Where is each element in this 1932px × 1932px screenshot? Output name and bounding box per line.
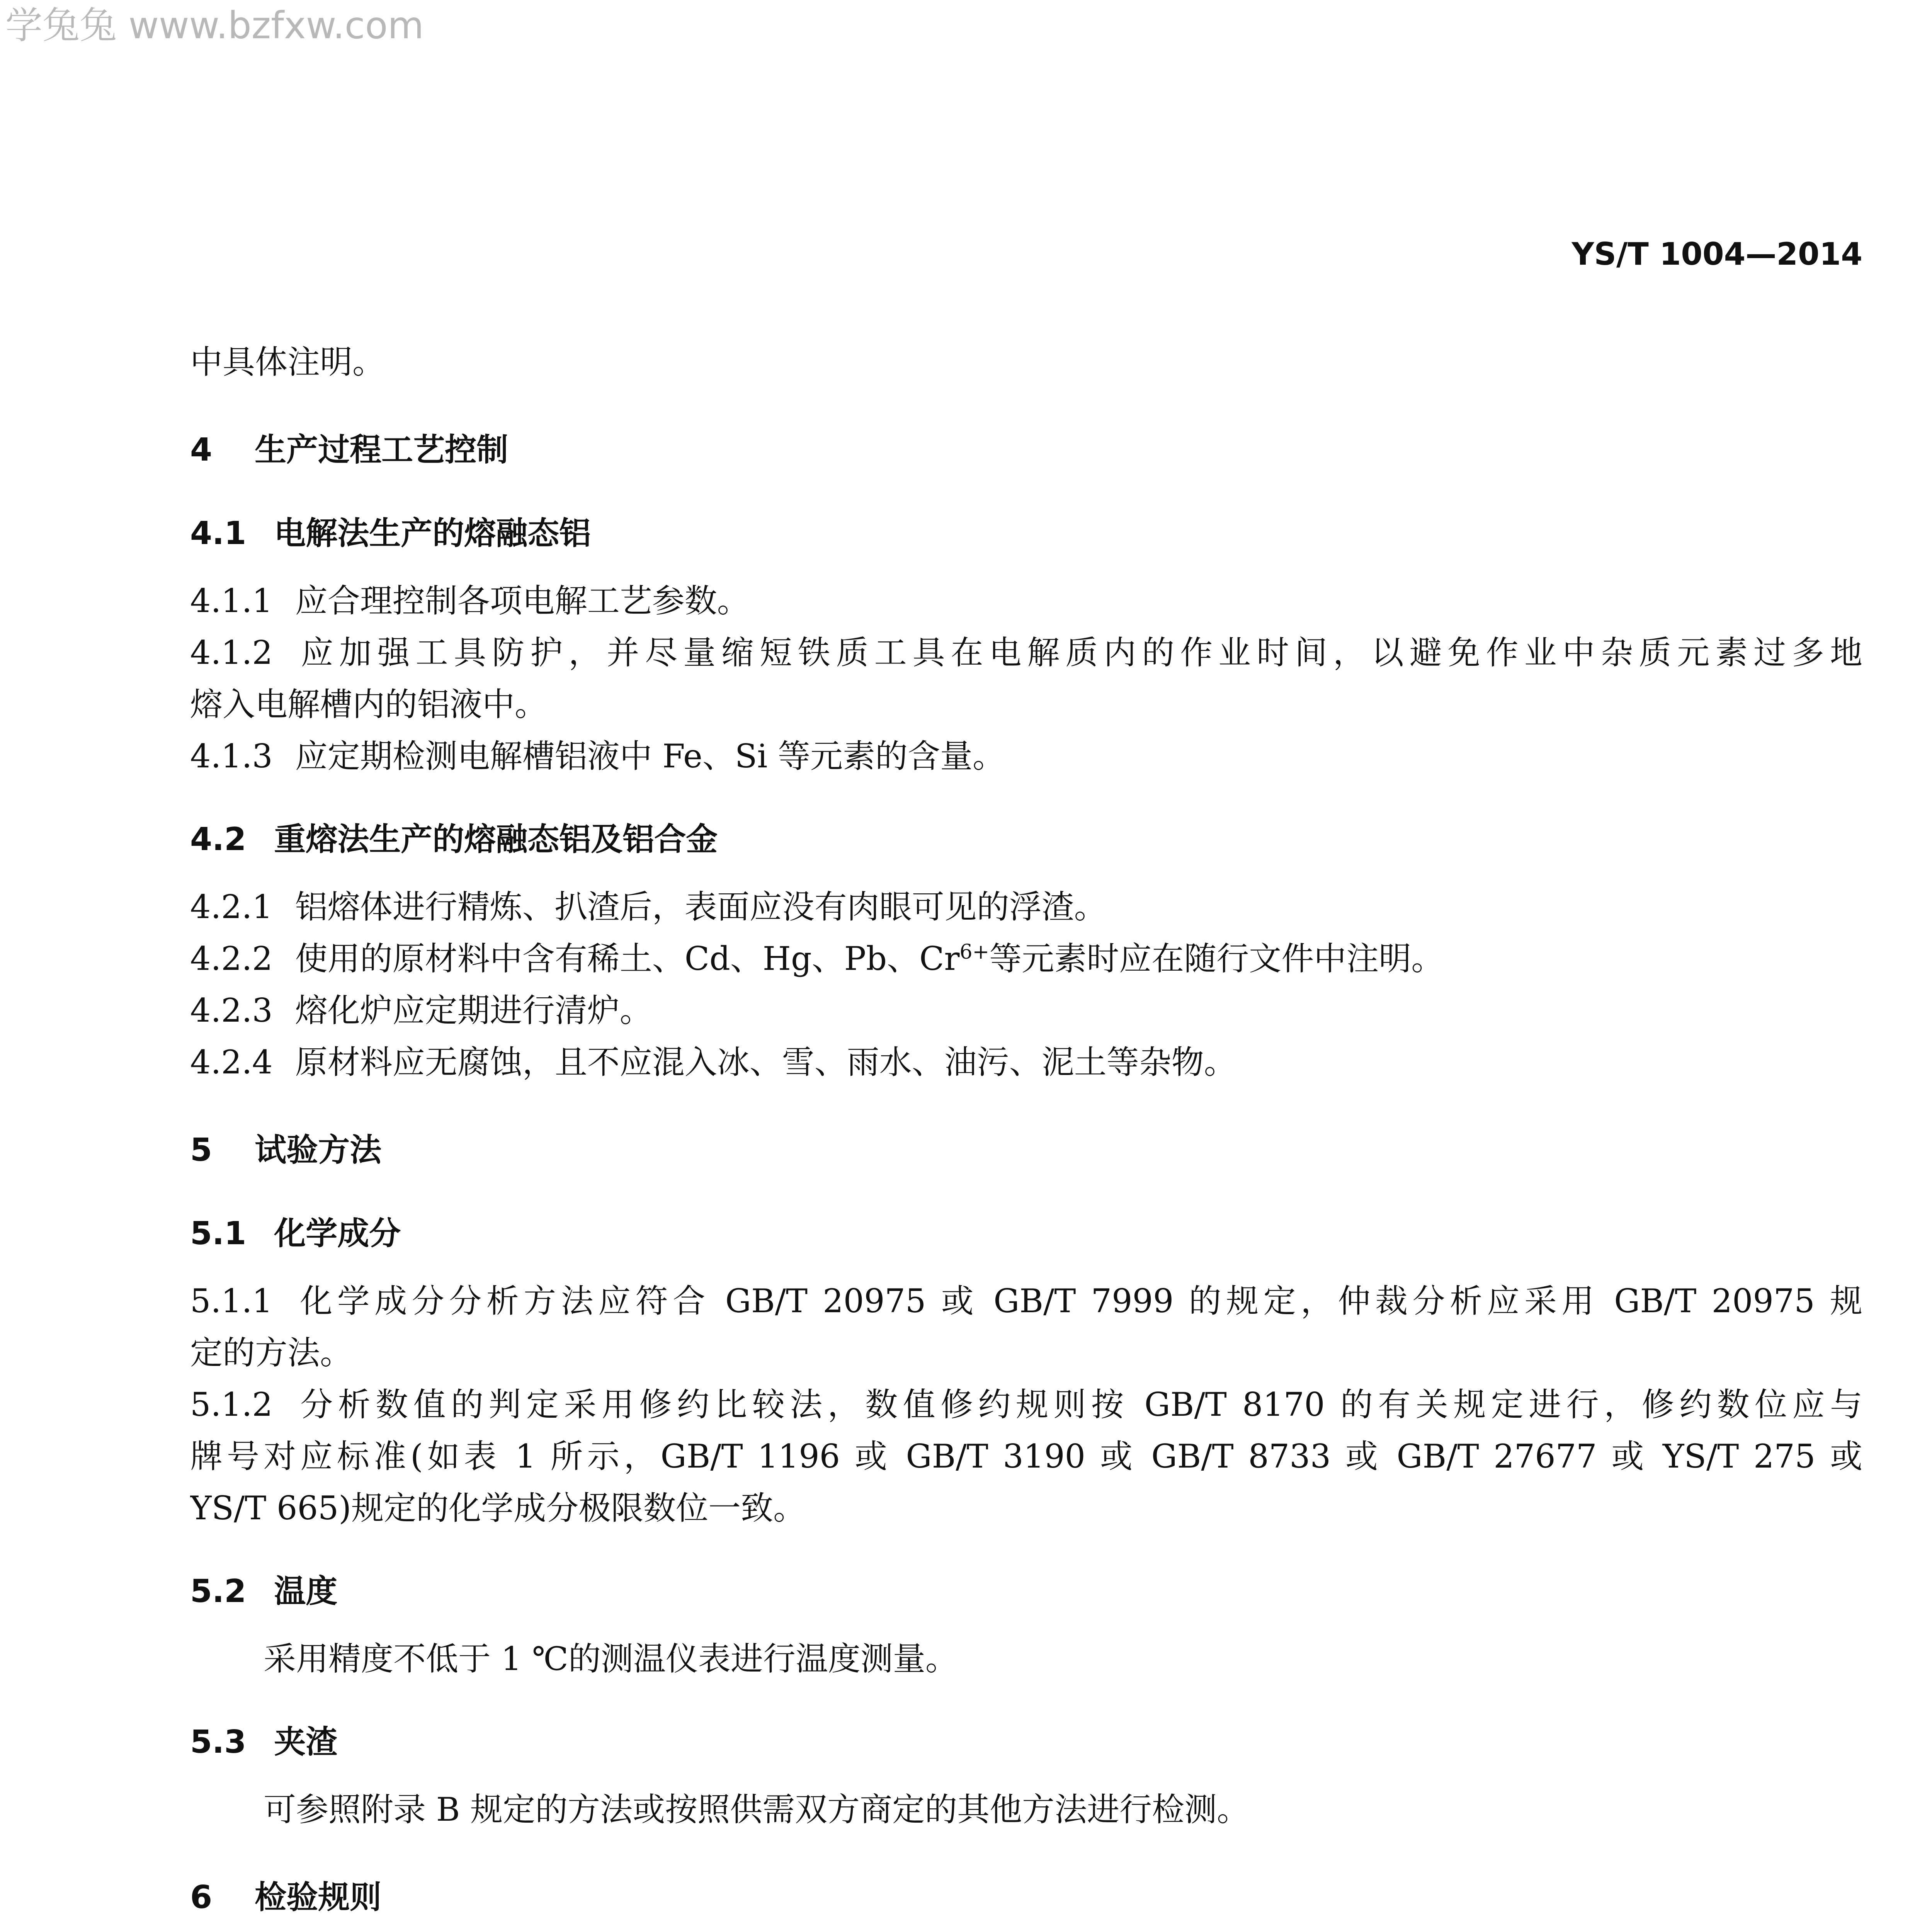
continuation-text: 中具体注明。 <box>190 343 385 381</box>
clause-4-1-3 <box>190 730 1862 782</box>
section-number: 5 <box>190 1132 213 1168</box>
clause-5-1-2-cont2: YS/T 665)规定的化学成分极限数位一致。 <box>190 1489 806 1527</box>
clause-number: 4.2.1 <box>190 888 273 926</box>
clause-4-1-1 <box>190 575 1862 627</box>
document-body <box>190 336 1862 1932</box>
clause-number: 4.1.1 <box>190 582 273 620</box>
section-number: 4.2 <box>190 821 247 858</box>
clause-text: 原材料应无腐蚀，且不应混入冰、雪、雨水、油污、泥土等杂物。 <box>295 1043 1236 1081</box>
section-heading-5-1 <box>190 1208 1862 1260</box>
clause-text: 分析数值的判定采用修约比较法，数值修约规则按 GB/T 8170 的有关规定进行，修约数位应与 <box>295 1386 1862 1423</box>
section-heading-6 <box>190 1872 1862 1923</box>
section-title: 化学成分 <box>274 1215 401 1252</box>
section-number: 5.2 <box>190 1573 247 1610</box>
clause-5-1-2 <box>190 1379 1862 1430</box>
clause-number: 4.1.3 <box>190 737 273 775</box>
clause-text: 化学成分分析方法应符合 GB/T 20975 或 GB/T 7999 的规定，仲裁分析应采用 GB/T 20975 规 <box>295 1282 1862 1320</box>
clause-4-2-2 <box>190 933 1862 985</box>
section-heading-5-3 <box>190 1716 1862 1768</box>
section-title: 重熔法生产的熔融态铝及铝合金 <box>274 821 718 858</box>
section-heading-4-2 <box>190 814 1862 866</box>
section-title: 电解法生产的熔融态铝 <box>274 515 591 552</box>
clause-5-1-1 <box>190 1275 1862 1327</box>
clause-4-2-1 <box>190 881 1862 933</box>
clause-number: 4.2.4 <box>190 1043 273 1081</box>
clause-4-1-2-cont: 熔入电解槽内的铝液中。 <box>190 685 548 723</box>
clause-text: 应加强工具防护，并尽量缩短铁质工具在电解质内的作业时间，以避免作业中杂质元素过多地 <box>295 634 1862 672</box>
clause-5-1-1-cont: 定的方法。 <box>190 1334 353 1372</box>
clause-text: 应合理控制各项电解工艺参数。 <box>295 582 750 620</box>
clause-text: 熔化炉应定期进行清炉。 <box>295 992 652 1029</box>
section-title: 生产过程工艺控制 <box>255 432 509 468</box>
clause-text: 等元素时应在随行文件中注明。 <box>989 940 1444 978</box>
standard-code: YS/T 1004—2014 <box>1571 236 1862 272</box>
clause-number: 5.1.1 <box>190 1282 273 1320</box>
section-heading-5-2 <box>190 1566 1862 1617</box>
section-number: 4.1 <box>190 515 247 552</box>
clause-text: 使用的原材料中含有稀土、Cd、Hg、Pb、Cr <box>295 940 960 978</box>
section-number: 5.1 <box>190 1215 247 1252</box>
section-title: 温度 <box>274 1573 338 1610</box>
paragraph-5-3: 可参照附录 B 规定的方法或按照供需双方商定的其他方法进行检测。 <box>264 1791 1250 1828</box>
superscript: 6+ <box>959 940 990 964</box>
section-heading-4-1 <box>190 508 1862 560</box>
section-number: 6 <box>190 1879 213 1916</box>
section-heading-5 <box>190 1124 1862 1176</box>
clause-number: 4.2.2 <box>190 940 273 978</box>
watermark: 学兔兔 www.bzfxw.com <box>5 4 424 47</box>
section-number: 5.3 <box>190 1724 247 1760</box>
paragraph-5-2: 采用精度不低于 1 ℃的测温仪表进行温度测量。 <box>264 1640 958 1678</box>
section-title: 试验方法 <box>255 1132 382 1168</box>
clause-4-2-4 <box>190 1036 1862 1088</box>
clause-4-1-2 <box>190 627 1862 679</box>
section-number: 4 <box>190 432 213 468</box>
clause-5-1-2-cont: 牌号对应标准(如表 1 所示，GB/T 1196 或 GB/T 3190 或 GB/T 8733 或 GB/T 27677 或 YS/T 275 或 <box>190 1437 1862 1475</box>
section-title: 夹渣 <box>274 1724 338 1760</box>
clause-number: 5.1.2 <box>190 1386 273 1423</box>
clause-text: 铝熔体进行精炼、扒渣后，表面应没有肉眼可见的浮渣。 <box>295 888 1107 926</box>
clause-4-2-3 <box>190 985 1862 1036</box>
section-title: 检验规则 <box>255 1879 382 1916</box>
section-heading-4 <box>190 424 1862 476</box>
clause-number: 4.2.3 <box>190 992 273 1029</box>
clause-text: 应定期检测电解槽铝液中 Fe、Si 等元素的含量。 <box>295 737 1005 775</box>
clause-number: 4.1.2 <box>190 634 273 672</box>
